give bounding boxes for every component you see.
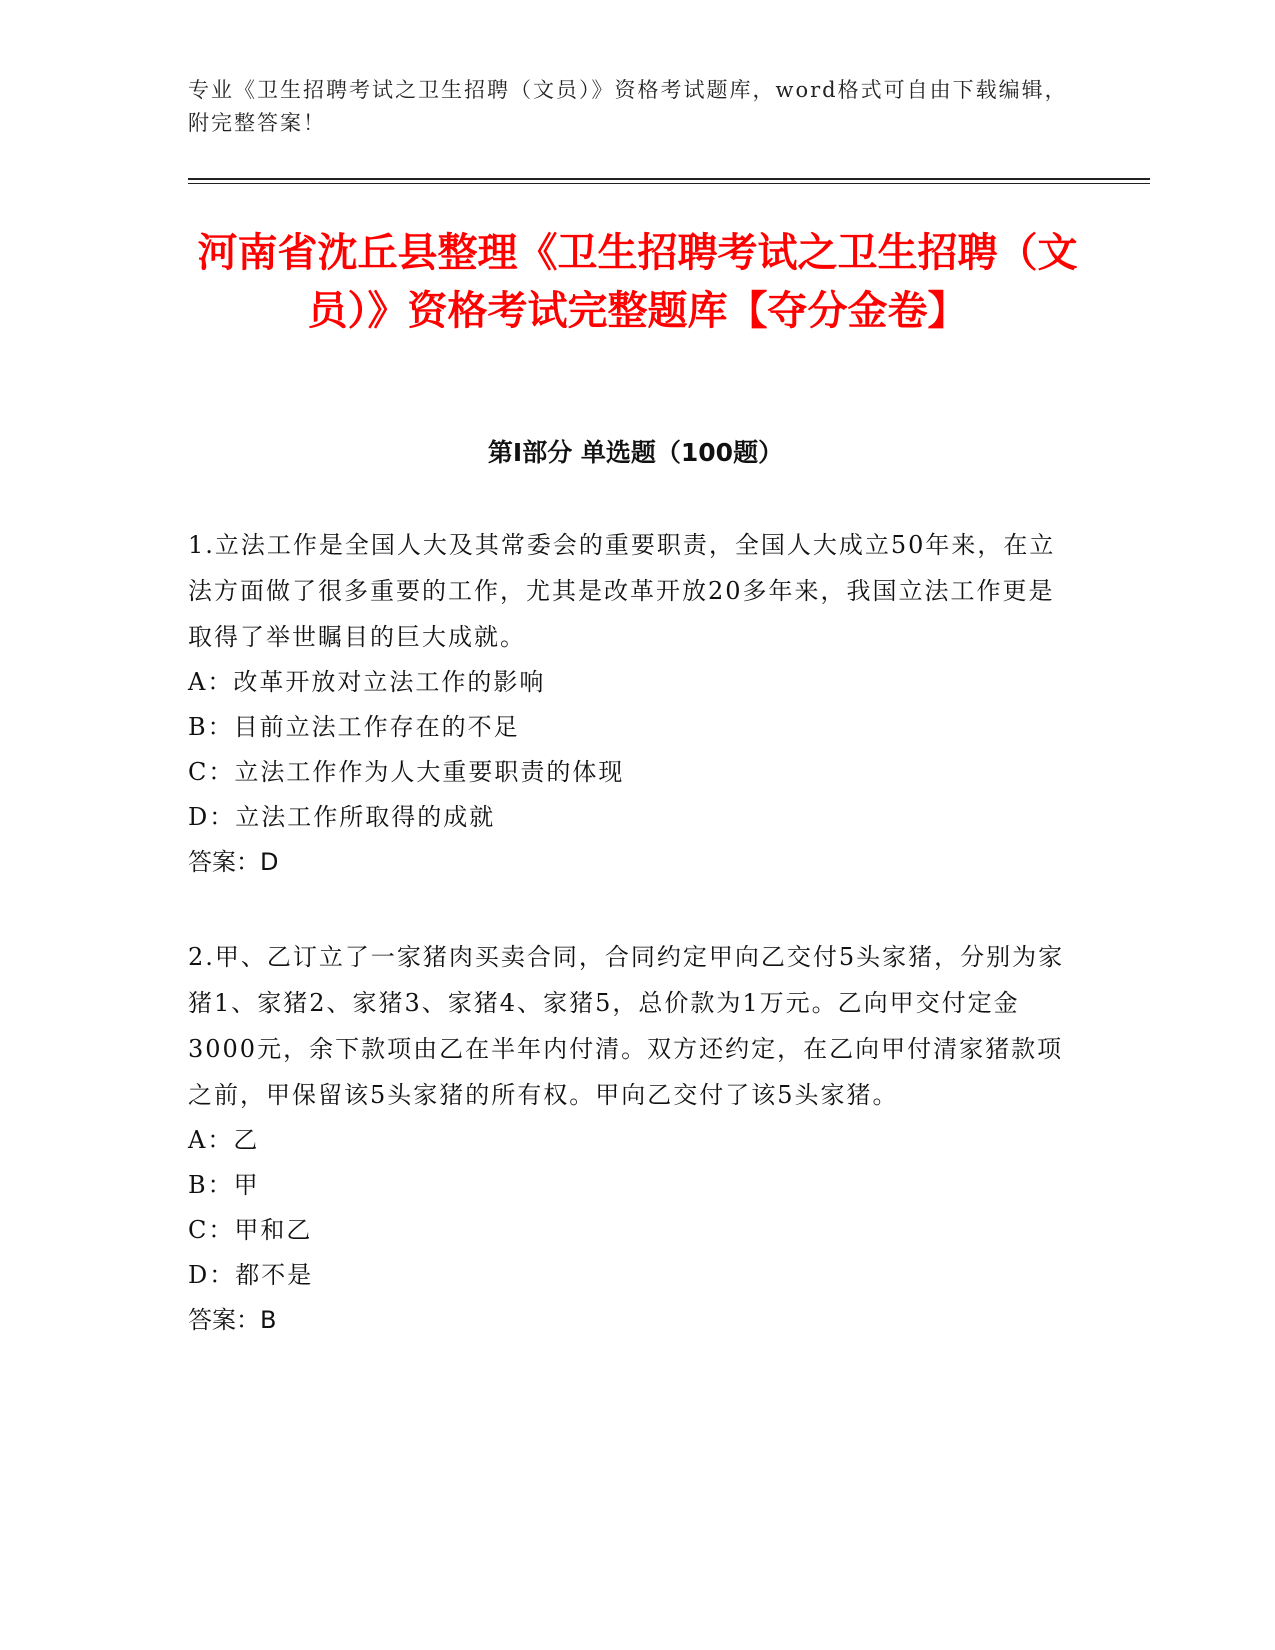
header-rule-thin — [188, 183, 1150, 184]
option-a: A：乙 — [188, 1126, 260, 1154]
option-c: C：甲和乙 — [188, 1216, 313, 1244]
option-b: B：目前立法工作存在的不足 — [188, 713, 520, 741]
question-1 — [188, 522, 1078, 885]
document-title: 河南省沈丘县整理《卫生招聘考试之卫生招聘（文员）》资格考试完整题库【夺分金卷】 — [197, 230, 1078, 334]
question-stem: 2.甲、乙订立了一家猪肉买卖合同，合同约定甲向乙交付5头家猪，分别为家猪1、家猪2、家猪3、家猪4、家猪5，总价款为1万元。乙向甲交付定金3000元，余下款项由乙在半年内付清。双方还约定，在乙向甲付清家猪款项之前，甲保留该5头家猪的所有权。甲向乙交付了该5头家猪。 — [188, 943, 1065, 1109]
section-title: 第I部分 单选题（100题） — [487, 438, 784, 467]
header-rule-thick — [188, 178, 1150, 180]
option-d: D：立法工作所取得的成就 — [188, 803, 496, 831]
question-2 — [188, 934, 1078, 1343]
option-d: D：都不是 — [188, 1261, 314, 1289]
question-stem: 1.立法工作是全国人大及其常委会的重要职责，全国人大成立50年来，在立法方面做了很多重要的工作，尤其是改革开放20多年来，我国立法工作更是取得了举世瞩目的巨大成就。 — [188, 531, 1056, 651]
answer: 答案：D — [188, 848, 279, 876]
option-c: C：立法工作作为人大重要职责的体现 — [188, 758, 625, 786]
option-a: A：改革开放对立法工作的影响 — [188, 668, 546, 696]
option-b: B：甲 — [188, 1171, 260, 1199]
header-note: 专业《卫生招聘考试之卫生招聘（文员）》资格考试题库，word格式可自由下载编辑，附完整答案！ — [188, 78, 1068, 135]
answer: 答案：B — [188, 1306, 277, 1334]
